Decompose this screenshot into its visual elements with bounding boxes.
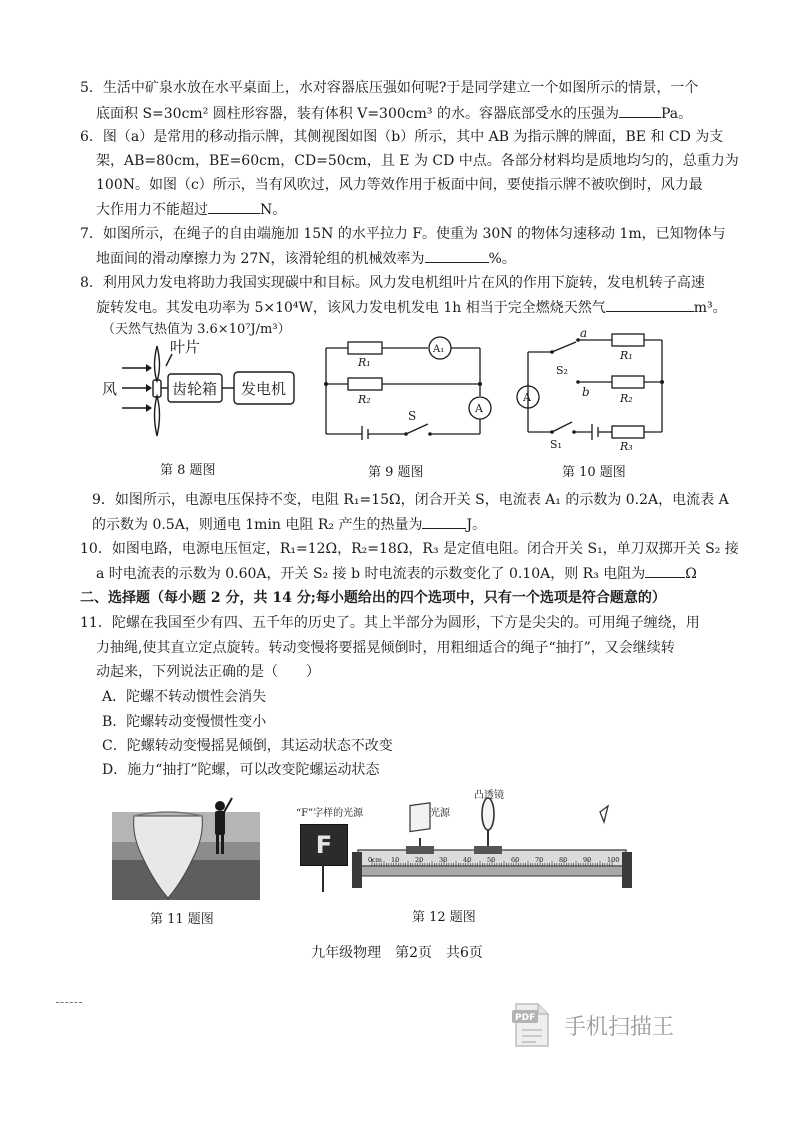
q8-text: 旋转发电。其发电功率为 5×10⁴W，该风力发电机发电 1h 相当于完全燃烧天然气 [96, 300, 606, 316]
q5-text: 底面积 S=30cm² 圆柱形容器，装有体积 V=300cm³ 的水。容器底部受水的压强为 [96, 106, 619, 122]
candle-icon [600, 806, 608, 822]
q9-line2 [92, 514, 486, 535]
q8-line2 [96, 297, 727, 318]
watermark-text: 手机扫描王 [564, 1014, 675, 1040]
q10-unit: Ω [685, 566, 697, 582]
q7-line1: 7．如图所示，在绳子的自由端施加 15N 的水平拉力 F。使重为 30N 的物体匀速移动 1m，已知物体与 [80, 226, 726, 242]
q6-unit: N。 [260, 202, 287, 218]
option-a[interactable]: A．陀螺不转动惯性会消失 [102, 689, 267, 705]
gearbox-label: 齿轮箱 [172, 380, 218, 398]
q6-line2: 架，AB=80cm，BE=60cm，CD=50cm，且 E 为 CD 中点。各部分材料均是质地均匀的，总重力为 [96, 153, 739, 169]
q6-line4 [96, 199, 286, 220]
figure-11-caption: 第 11 题图 [150, 912, 214, 927]
ruler-tick-label: 30 [439, 856, 448, 864]
r2-label: R₂ [620, 392, 633, 405]
ruler-tick-label: 80 [559, 856, 568, 864]
ruler-tick-label: 50 [487, 856, 496, 864]
q6-line1: 6．图（a）是常用的移动指示牌，其侧视图如图（b）所示，其中 AB 为指示牌的牌面，BE 和 CD 为支 [80, 129, 724, 145]
f-light-source-box [300, 824, 348, 866]
f-letter: F [315, 831, 333, 859]
q6-text: 大作用力不能超过 [96, 202, 208, 218]
section-heading: 二、选择题（每小题 2 分，共 14 分;每小题给出的四个选项中，只有一个选项是符合题意的） [80, 590, 666, 606]
q10-text: a 时电流表的示数为 0.60A，开关 S₂ 接 b 时电流表的示数变化了 0.10A，则 R₃ 电阻为 [96, 566, 646, 582]
q10-line1: 10．如图电路，电源电压恒定，R₁=12Ω，R₂=18Ω，R₃ 是定值电阻。闭合开关 S₁，单刀双掷开关 S₂ 接 [80, 541, 739, 557]
figure-9-caption: 第 9 题图 [368, 465, 424, 480]
answer-blank[interactable] [606, 297, 694, 312]
a-label: A [475, 402, 483, 415]
bench-foot-left [352, 852, 362, 888]
q7-line2 [96, 248, 516, 269]
answer-blank[interactable] [619, 103, 661, 118]
s-label: S [408, 409, 417, 423]
figure-11-spinning-top-photo [112, 790, 260, 900]
q9-text: 的示数为 0.5A，则通电 1min 电阻 R₂ 产生的热量为 [92, 517, 423, 533]
q7-text: 地面间的滑动摩擦力为 27N，该滑轮组的机械效率为 [96, 251, 425, 267]
ruler-tick-label: 60 [511, 856, 520, 864]
q8-line3: （天然气热值为 3.6×10⁷J/m³） [102, 322, 291, 337]
q11-line2: 力抽绳,使其直立定点旋转。转动变慢将要摇晃倾倒时，用粗细适合的绳子“抽打”，又会继续转 [96, 640, 675, 656]
resistor-r1 [612, 334, 644, 346]
figure-12-optical-bench [350, 792, 640, 902]
ruler-tick-label: 90 [583, 856, 592, 864]
bench-foot-right [622, 852, 632, 888]
q8-unit: m³。 [693, 300, 727, 316]
q6-line3: 100N。如图（c）所示，当有风吹过，风力等效作用于板面中间，要使指示牌不被吹倒时，风力最 [96, 177, 703, 193]
option-d[interactable]: D．施力“抽打”陀螺，可以改变陀螺运动状态 [102, 762, 380, 778]
pdf-badge: PDF [515, 1013, 536, 1023]
answer-blank[interactable] [645, 563, 685, 578]
answer-blank[interactable] [208, 199, 260, 214]
ruler-tick-label: 20 [415, 856, 424, 864]
r3-label: R₃ [620, 440, 633, 453]
resistor-r2 [612, 376, 644, 388]
b-contact-label: b [582, 385, 590, 399]
pdf-file-icon [512, 1002, 552, 1048]
figure-8-wind-generator [100, 336, 300, 441]
page-footer: 九年级物理 第2页 共6页 [311, 945, 483, 961]
ruler-tick-label: 10 [391, 856, 400, 864]
resistor-r3 [612, 426, 644, 438]
answer-blank[interactable] [422, 514, 466, 529]
ruler-tick-label: 70 [535, 856, 544, 864]
ruler-tick-label: 100 [607, 856, 620, 864]
resistor-r2 [348, 378, 382, 390]
q9-unit: J。 [466, 517, 487, 533]
a-contact-label: a [580, 328, 588, 340]
scan-mark [56, 1002, 82, 1004]
ruler-tick-label: 40 [463, 856, 472, 864]
a1-label: A₁ [433, 344, 445, 355]
wind-label: 风 [102, 380, 118, 398]
figure-10-caption: 第 10 题图 [562, 465, 626, 480]
q5-unit: Pa。 [660, 106, 693, 122]
q7-unit: %。 [488, 251, 516, 267]
r1-label: R₁ [620, 349, 633, 362]
answer-blank[interactable] [425, 248, 489, 263]
r2-label: R₂ [358, 393, 371, 406]
ammeter-label: A [523, 391, 531, 404]
figure-9-circuit [318, 334, 500, 440]
r1-label: R₁ [358, 356, 371, 369]
light-source-stand [322, 864, 324, 892]
figure-10-circuit [512, 328, 672, 453]
q5-line2 [96, 103, 692, 124]
light-source-title: “F”字样的光源 [296, 808, 364, 819]
switch-s1 [552, 422, 572, 432]
scanner-watermark [512, 1002, 674, 1048]
resistor-r1 [348, 342, 382, 354]
ruler-tick-label: 0cm [368, 856, 382, 864]
blade-upper [155, 346, 160, 381]
q10-line2 [96, 563, 697, 584]
light-source-label: 光源 [430, 808, 450, 819]
blade-lower [155, 396, 160, 436]
s2-label: S₂ [556, 364, 568, 377]
option-c[interactable]: C．陀螺转动变慢摇晃倾倒，其运动状态不改变 [102, 738, 393, 754]
q9-line1: 9．如图所示，电源电压保持不变，电阻 R₁=15Ω，闭合开关 S，电流表 A₁ 的示数为 0.2A，电流表 A [92, 492, 729, 508]
switch-s [406, 424, 428, 434]
q11-line1: 11．陀螺在我国至少有四、五千年的历史了。其上半部分为圆形，下方是尖尖的。可用绳子缠绕，用 [80, 615, 700, 631]
generator-label: 发电机 [241, 380, 287, 398]
s1-label: S₁ [550, 438, 562, 451]
switch-s2 [552, 342, 576, 352]
figure-8-caption: 第 8 题图 [160, 463, 216, 478]
q5-line1: 5．生活中矿泉水放在水平桌面上，水对容器底压强如何呢?于是同学建立一个如图所示的情景，一个 [80, 80, 699, 96]
option-b[interactable]: B．陀螺转动变慢惯性变小 [102, 714, 267, 730]
convex-lens [482, 798, 494, 852]
convex-lens-label: 凸透镜 [474, 790, 504, 801]
blade-label: 叶片 [170, 338, 201, 356]
q8-line1: 8．利用风力发电将助力我国实现碳中和目标。风力发电机组叶片在风的作用下旋转，发电机转子高速 [80, 275, 705, 291]
figure-12-caption: 第 12 题图 [412, 910, 476, 925]
q11-line3: 动起来，下列说法正确的是（ ） [96, 664, 320, 680]
